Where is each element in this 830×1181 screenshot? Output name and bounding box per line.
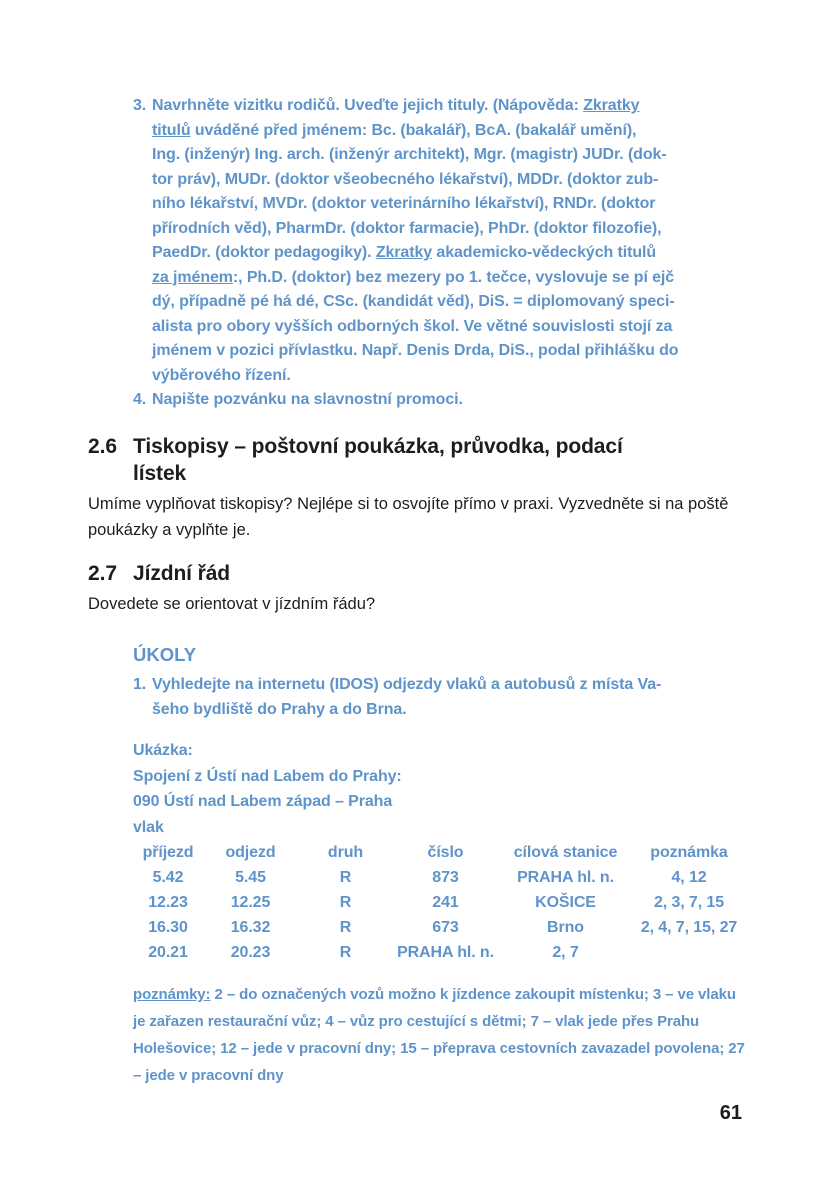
notes-text: 2 – do označených vozů možno k jízdence zakoupit místenku; 3 – ve vlaku je zařazen restaurační vůz; 4 – vůz pro cestující s dětmi; 7 – vlak jede přes Prahu Holešovice; 12 – jede v pracovní dny; 15 – přeprava cestovních zavazadel povolena; 27 – jede v pracovní dny (133, 986, 745, 1084)
task-3-line (152, 217, 678, 242)
ukoly-heading: ÚKOLY (133, 644, 197, 665)
task-4-text: Napište pozvánku na slavnostní promoci. (152, 391, 463, 408)
timetable-cell: 12.23 (148, 894, 188, 911)
timetable-cell: 873 (432, 869, 459, 886)
timetable-cell: R (339, 944, 352, 961)
section-number: 2.6 (88, 434, 117, 458)
underlined-term: titulů (152, 121, 191, 139)
task-3-line (152, 241, 678, 266)
page-number: 61 (719, 1102, 742, 1124)
task-3-line (152, 168, 678, 193)
timetable-cell: 673 (432, 919, 459, 936)
ukoly-item-1-text (152, 672, 661, 722)
task-3-line (152, 119, 678, 144)
section-title: Jízdní řád (133, 561, 231, 585)
timetable-cell (633, 940, 745, 965)
timetable-cell: R (339, 869, 352, 886)
timetable-row (133, 890, 745, 915)
timetable-cell: 5.42 (152, 869, 184, 886)
timetable-header-cislo: číslo (427, 844, 464, 861)
section-2-7-body: Dovedete se orientovat v jízdním řádu? (88, 594, 376, 613)
timetable-header-prijezd: příjezd (142, 844, 194, 861)
timetable-cell: PRAHA hl. n. (397, 944, 494, 961)
example-block (133, 738, 745, 840)
timetable-cell: 16.32 (230, 919, 271, 936)
timetable-cell: KOŠICE (535, 894, 596, 911)
text-segment: jménem v pozici přívlastku. Např. Denis Drda, DiS., podal přihlášku do (152, 342, 679, 359)
underlined-term: Zkratky (375, 244, 433, 261)
text-segment: PaedDr. (doktor pedagogiky). (152, 244, 376, 261)
text-segment: alista pro obory vyšších odborných škol. Ve větné souvislosti stojí za (152, 317, 673, 335)
text-segment: ního lékařství, MVDr. (doktor veterinárního lékařství), RNDr. (doktor (152, 195, 656, 212)
example-vehicle: vlak (133, 818, 164, 836)
text-segment: tor práv), MUDr. (doktor všeobecného lékařství), MDDr. (doktor zub- (152, 170, 659, 188)
timetable-header-row (133, 840, 745, 865)
timetable-cell: PRAHA hl. n. (517, 869, 614, 886)
text-segment: přírodních věd), PharmDr. (doktor farmacie), PhDr. (doktor filozofie), (152, 219, 662, 237)
task-3-line (152, 192, 678, 217)
timetable-cell: 5.45 (235, 869, 266, 886)
section-title: Tiskopisy – poštovní poukázka, průvodka, podací lístek (133, 434, 623, 485)
task-3-line (152, 339, 678, 364)
text-segment: Ing. (inženýr) Ing. arch. (inženýr architekt), Mgr. (magistr) JUDr. (dok- (152, 146, 667, 163)
text-segment: akademicko-vědeckých titulů (432, 244, 657, 261)
timetable-cell: 4, 12 (671, 869, 707, 886)
timetable-cell: 20.23 (230, 944, 271, 961)
task-3-text (152, 94, 678, 388)
timetable-header-poznamka: poznámka (650, 844, 728, 861)
section-heading-2-7 (88, 560, 745, 587)
notes-label: poznámky: (133, 986, 211, 1003)
timetable-cell: 2, 3, 7, 15 (653, 894, 725, 911)
timetable-cell: 20.21 (148, 944, 188, 961)
example-heading: Ukázka: (133, 742, 193, 759)
timetable-cell: R (339, 894, 352, 911)
timetable-cell: 2, 7 (552, 944, 579, 961)
timetable-cell: R (339, 919, 352, 936)
task-3-line (152, 315, 678, 340)
ukoly-item-1-line: šeho bydliště do Prahy a do Brna. (152, 701, 407, 718)
text-segment: Navrhněte vizitku rodičů. Uveďte jejich tituly. (Nápověda: (152, 97, 584, 114)
ukoly-item-1 (133, 672, 745, 722)
timetable-cell: 241 (432, 894, 459, 911)
timetable-header-druh: druh (327, 844, 364, 861)
task-3-line (152, 94, 678, 119)
underlined-term: za jménem (152, 268, 233, 286)
text-segment: výběrového řízení. (152, 366, 291, 384)
section-heading-2-6 (88, 433, 745, 487)
section-number: 2.7 (88, 561, 117, 585)
text-segment: :, Ph.D. (doktor) bez mezery po 1. tečce, vyslovuje se pí ejč (232, 268, 675, 286)
timetable-cell: 16.30 (148, 919, 188, 936)
example-connection: Spojení z Ústí nad Labem do Prahy: (133, 767, 402, 785)
timetable-header-odjezd: odjezd (225, 844, 276, 861)
task-3-line (152, 290, 678, 315)
timetable-cell: Brno (547, 919, 584, 936)
timetable-row (133, 940, 745, 965)
timetable-cell: 2, 4, 7, 15, 27 (640, 919, 738, 936)
task-3-line (152, 143, 678, 168)
timetable-cell: 12.25 (230, 894, 271, 911)
task-4-marker: 4. (133, 391, 147, 408)
text-segment: dý, případně pé há dé, CSc. (kandidát věd), DiS. = diplomovaný speci- (152, 293, 675, 310)
task-item-4 (133, 388, 745, 413)
task-3-line (152, 266, 678, 291)
task-3-line (152, 364, 678, 389)
train-timetable (133, 840, 745, 965)
example-route: 090 Ústí nad Labem západ – Praha (133, 793, 393, 810)
section-2-6-body: Umíme vyplňovat tiskopisy? Nejlépe si to osvojíte přímo v praxi. Vyzvedněte si na poště poukázky a vyplňte je. (88, 494, 729, 539)
task-item-3 (133, 94, 745, 388)
timetable-header-cilova-stanice: cílová stanice (513, 844, 618, 861)
timetable-row (133, 865, 745, 890)
ukoly-item-1-marker: 1. (133, 676, 147, 693)
notes-paragraph (133, 981, 745, 1089)
ukoly-item-1-line: Vyhledejte na internetu (IDOS) odjezdy vlaků a autobusů z místa Va- (152, 676, 662, 693)
task-3-marker: 3. (133, 97, 147, 114)
text-segment: uváděné před jménem: Bc. (bakalář), BcA. (bakalář umění), (190, 121, 637, 139)
timetable-row (133, 915, 745, 940)
underlined-term: Zkratky (583, 97, 640, 114)
